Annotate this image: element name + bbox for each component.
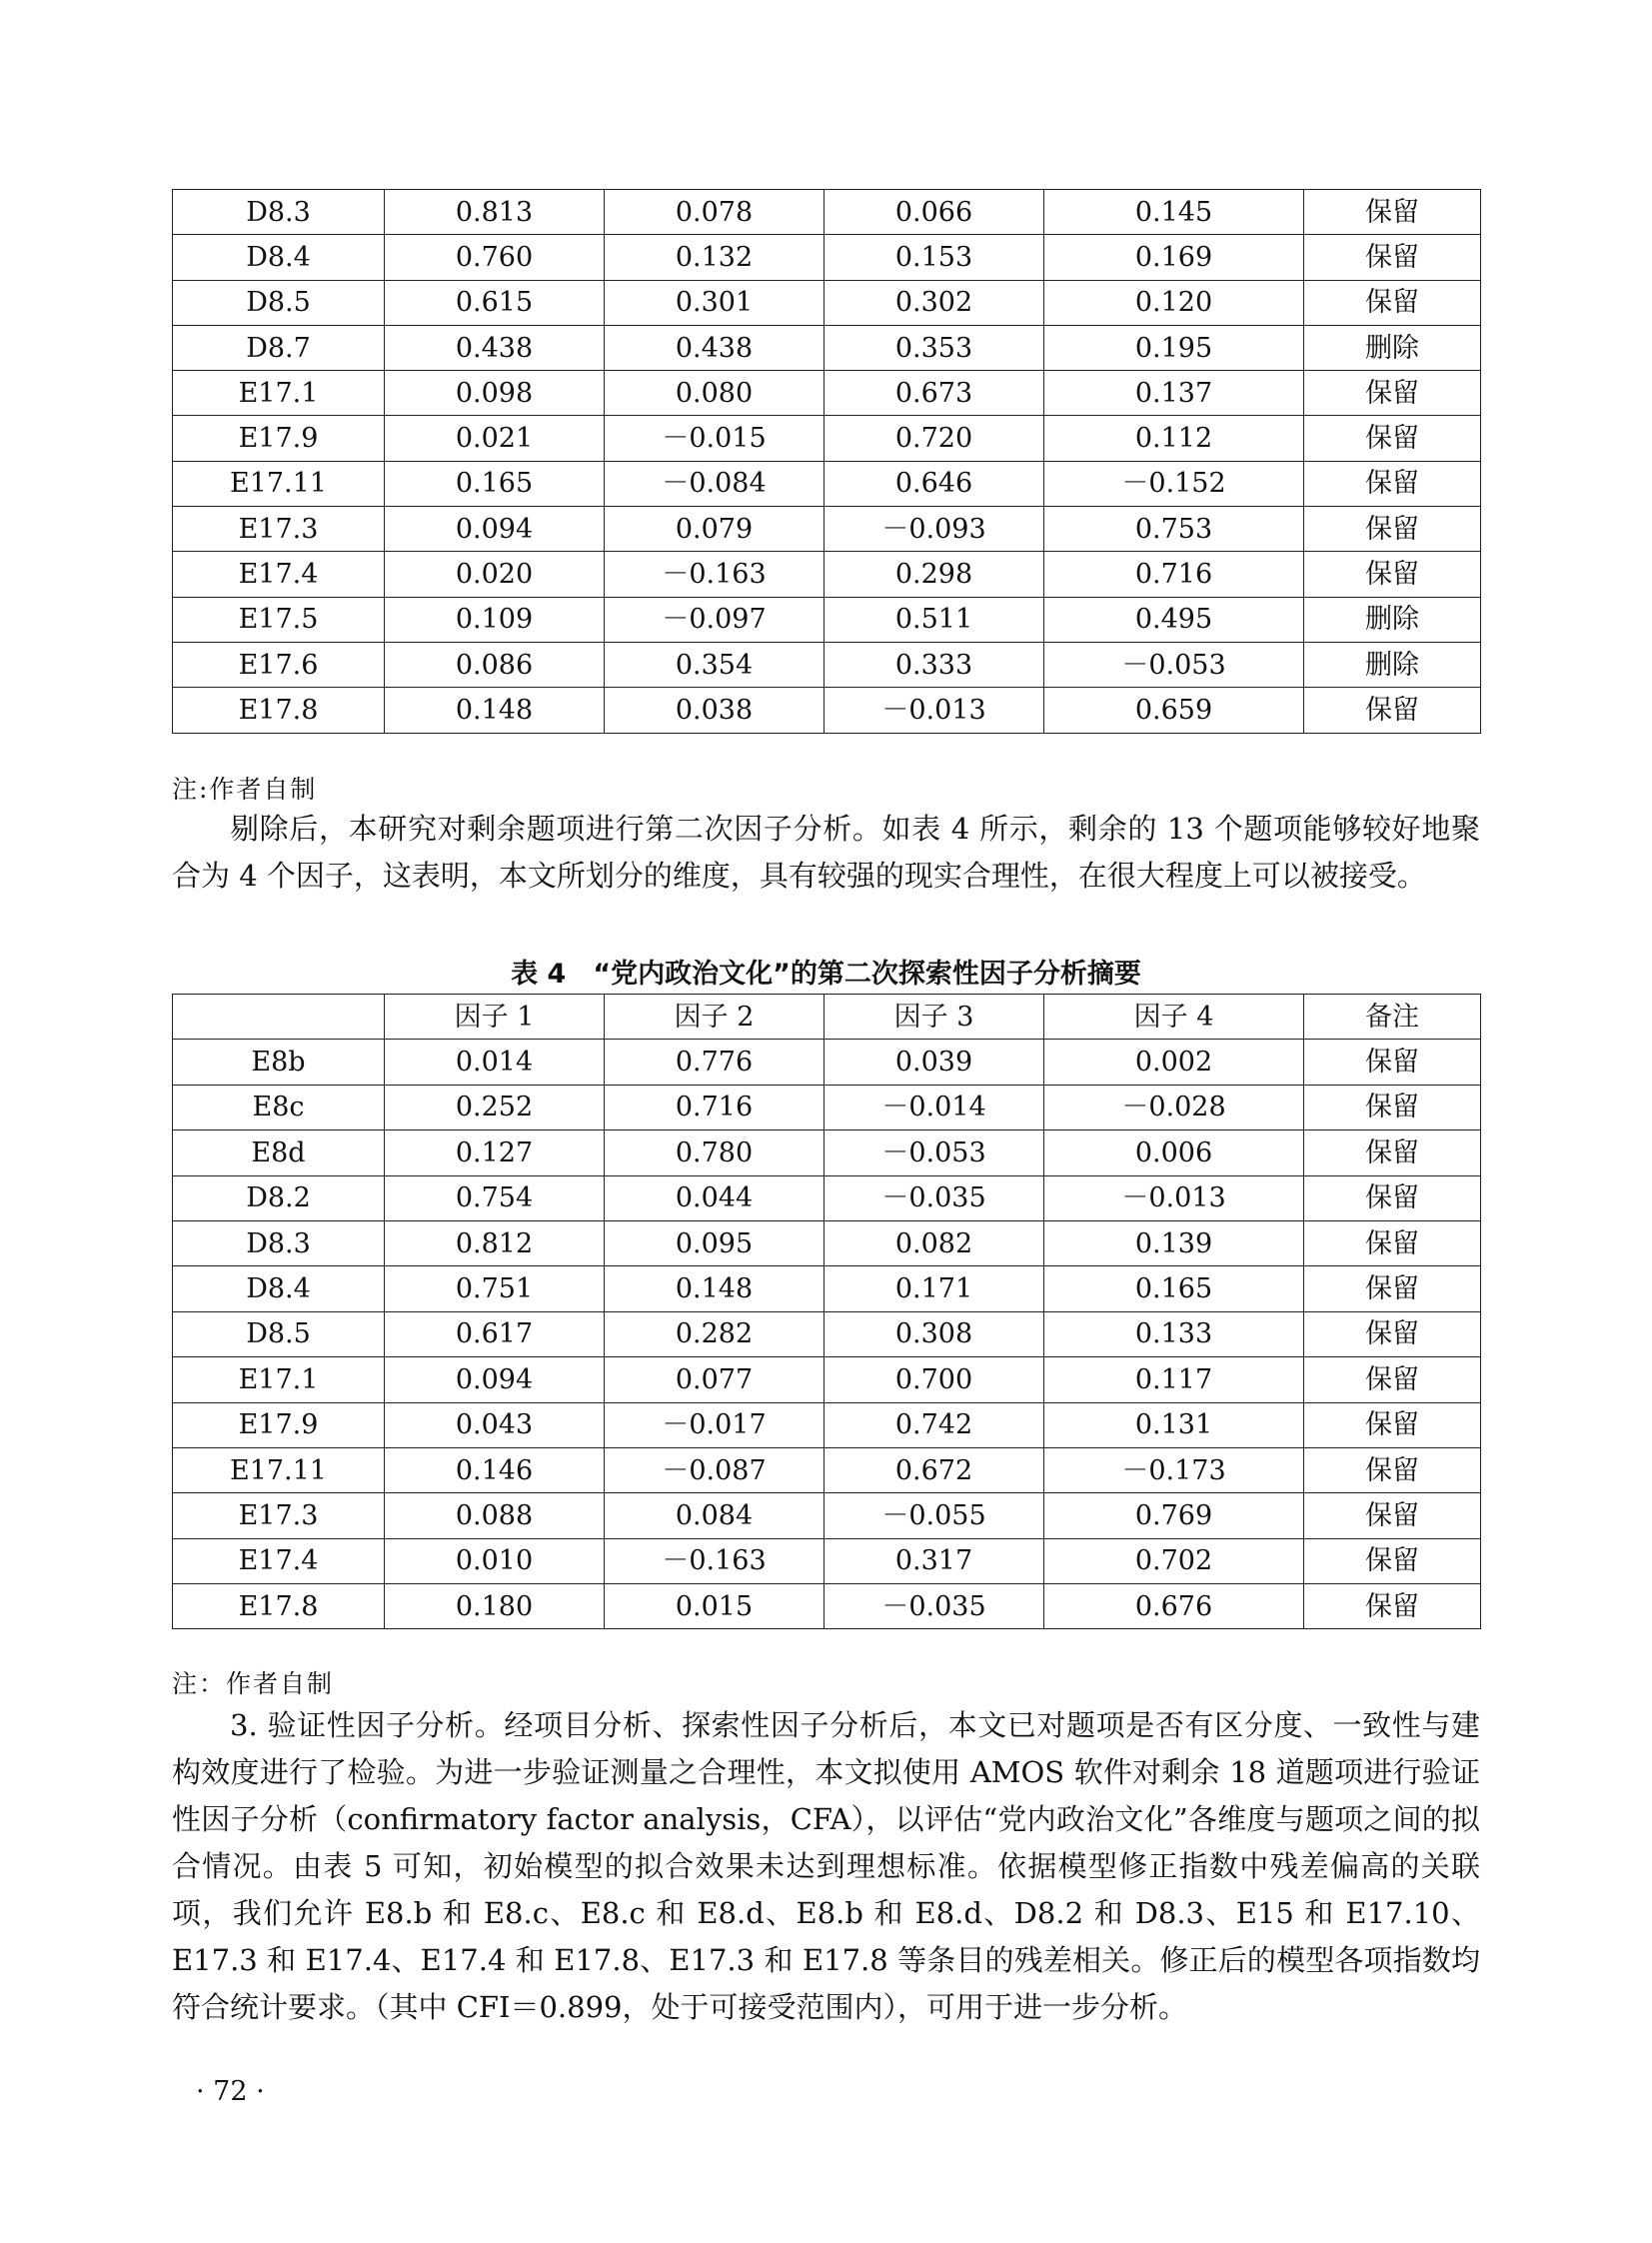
table-row <box>173 1357 1481 1402</box>
item-label-cell: D8.4 <box>173 235 385 280</box>
item-label-cell: E17.9 <box>173 416 385 461</box>
item-label-cell: D8.3 <box>173 190 385 235</box>
loading-cell: 0.812 <box>385 1220 605 1265</box>
loading-cell: 0.038 <box>605 688 825 733</box>
header-cell: 因子 1 <box>385 995 605 1040</box>
table-row <box>173 507 1481 552</box>
table-row <box>173 642 1481 687</box>
loading-cell: 0.495 <box>1044 597 1304 642</box>
table-row <box>173 190 1481 235</box>
loading-cell: －0.093 <box>825 507 1044 552</box>
table-row <box>173 1220 1481 1265</box>
loading-cell: 0.646 <box>825 461 1044 506</box>
factor-table-continued <box>172 189 1481 734</box>
loading-cell: 0.043 <box>385 1402 605 1447</box>
loading-cell: 0.020 <box>385 552 605 597</box>
loading-cell: 0.169 <box>1044 235 1304 280</box>
remark-cell: 删除 <box>1304 597 1481 642</box>
loading-cell: －0.028 <box>1044 1085 1304 1129</box>
remark-cell: 保留 <box>1304 1220 1481 1265</box>
table-row <box>173 371 1481 416</box>
loading-cell: －0.013 <box>825 688 1044 733</box>
loading-cell: －0.053 <box>1044 642 1304 687</box>
loading-cell: 0.080 <box>605 371 825 416</box>
table-row <box>173 552 1481 597</box>
item-label-cell: E17.3 <box>173 507 385 552</box>
loading-cell: 0.301 <box>605 280 825 325</box>
loading-cell: 0.282 <box>605 1311 825 1356</box>
body-paragraph: 剔除后，本研究对剩余题项进行第二次因子分析。如表 4 所示，剩余的 13 个题项能够较好地聚合为 4 个因子，这表明，本文所划分的维度，具有较强的现实合理性，在很大程度上可以被接受。 <box>172 812 1480 893</box>
loading-cell: －0.013 <box>1044 1175 1304 1220</box>
loading-cell: 0.308 <box>825 1311 1044 1356</box>
remark-cell: 保留 <box>1304 688 1481 733</box>
remark-cell: 保留 <box>1304 552 1481 597</box>
loading-cell: 0.302 <box>825 280 1044 325</box>
loading-cell: 0.078 <box>605 190 825 235</box>
table-row <box>173 1130 1481 1175</box>
loading-cell: 0.002 <box>1044 1040 1304 1085</box>
item-label-cell: E17.4 <box>173 552 385 597</box>
loading-cell: 0.084 <box>605 1493 825 1538</box>
item-label-cell: E17.3 <box>173 1493 385 1538</box>
loading-cell: 0.180 <box>385 1584 605 1629</box>
table-row <box>173 280 1481 325</box>
loading-cell: 0.094 <box>385 507 605 552</box>
loading-cell: 0.120 <box>1044 280 1304 325</box>
table-row <box>173 325 1481 370</box>
table-row <box>173 1447 1481 1492</box>
loading-cell: 0.716 <box>1044 552 1304 597</box>
remark-cell: 保留 <box>1304 1040 1481 1085</box>
loading-cell: 0.165 <box>1044 1266 1304 1311</box>
loading-cell: 0.010 <box>385 1538 605 1583</box>
loading-cell: 0.095 <box>605 1220 825 1265</box>
table-row <box>173 461 1481 506</box>
remark-cell: 删除 <box>1304 642 1481 687</box>
loading-cell: 0.438 <box>385 325 605 370</box>
loading-cell: －0.163 <box>605 1538 825 1583</box>
loading-cell: 0.333 <box>825 642 1044 687</box>
table-note: 注：作者自制 <box>172 1669 335 1698</box>
table-header-row <box>173 995 1481 1040</box>
loading-cell: 0.760 <box>385 235 605 280</box>
table-row <box>173 1040 1481 1085</box>
loading-cell: 0.353 <box>825 325 1044 370</box>
table-row <box>173 688 1481 733</box>
header-cell: 因子 2 <box>605 995 825 1040</box>
remark-cell: 保留 <box>1304 235 1481 280</box>
remark-cell: 保留 <box>1304 1175 1481 1220</box>
loading-cell: 0.751 <box>385 1266 605 1311</box>
table-row <box>173 1085 1481 1129</box>
loading-cell: 0.132 <box>605 235 825 280</box>
loading-cell: －0.097 <box>605 597 825 642</box>
loading-cell: 0.769 <box>1044 1493 1304 1538</box>
loading-cell: 0.088 <box>385 1493 605 1538</box>
loading-cell: 0.252 <box>385 1085 605 1129</box>
loading-cell: 0.742 <box>825 1402 1044 1447</box>
item-label-cell: D8.4 <box>173 1266 385 1311</box>
loading-cell: －0.035 <box>825 1175 1044 1220</box>
loading-cell: 0.700 <box>825 1357 1044 1402</box>
loading-cell: 0.145 <box>1044 190 1304 235</box>
loading-cell: －0.014 <box>825 1085 1044 1129</box>
loading-cell: －0.053 <box>825 1130 1044 1175</box>
item-label-cell: E8c <box>173 1085 385 1129</box>
loading-cell: －0.055 <box>825 1493 1044 1538</box>
loading-cell: 0.021 <box>385 416 605 461</box>
table-row <box>173 1493 1481 1538</box>
item-label-cell: D8.7 <box>173 325 385 370</box>
loading-cell: 0.146 <box>385 1447 605 1492</box>
remark-cell: 保留 <box>1304 1130 1481 1175</box>
loading-cell: 0.133 <box>1044 1311 1304 1356</box>
loading-cell: －0.015 <box>605 416 825 461</box>
remark-cell: 保留 <box>1304 190 1481 235</box>
remark-cell: 删除 <box>1304 325 1481 370</box>
remark-cell: 保留 <box>1304 507 1481 552</box>
item-label-cell: E17.11 <box>173 1447 385 1492</box>
factor-table-continued-body <box>173 190 1481 734</box>
header-cell: 因子 3 <box>825 995 1044 1040</box>
loading-cell: 0.086 <box>385 642 605 687</box>
remark-cell: 保留 <box>1304 1402 1481 1447</box>
loading-cell: 0.094 <box>385 1357 605 1402</box>
item-label-cell: E17.1 <box>173 371 385 416</box>
loading-cell: 0.354 <box>605 642 825 687</box>
loading-cell: 0.044 <box>605 1175 825 1220</box>
loading-cell: 0.148 <box>385 688 605 733</box>
loading-cell: 0.014 <box>385 1040 605 1085</box>
item-label-cell: E8d <box>173 1130 385 1175</box>
loading-cell: 0.127 <box>385 1130 605 1175</box>
table-row <box>173 1175 1481 1220</box>
loading-cell: 0.139 <box>1044 1220 1304 1265</box>
loading-cell: 0.702 <box>1044 1538 1304 1583</box>
loading-cell: －0.173 <box>1044 1447 1304 1492</box>
loading-cell: 0.776 <box>605 1040 825 1085</box>
remark-cell: 保留 <box>1304 280 1481 325</box>
loading-cell: 0.716 <box>605 1085 825 1129</box>
item-label-cell: E17.9 <box>173 1402 385 1447</box>
loading-cell: －0.084 <box>605 461 825 506</box>
remark-cell: 保留 <box>1304 1311 1481 1356</box>
item-label-cell: D8.5 <box>173 280 385 325</box>
loading-cell: 0.171 <box>825 1266 1044 1311</box>
loading-cell: 0.659 <box>1044 688 1304 733</box>
factor-table-4-body <box>173 1040 1481 1629</box>
loading-cell: 0.109 <box>385 597 605 642</box>
loading-cell: 0.079 <box>605 507 825 552</box>
loading-cell: 0.082 <box>825 1220 1044 1265</box>
remark-cell: 保留 <box>1304 461 1481 506</box>
loading-cell: 0.720 <box>825 416 1044 461</box>
loading-cell: 0.813 <box>385 190 605 235</box>
loading-cell: 0.165 <box>385 461 605 506</box>
remark-cell: 保留 <box>1304 1493 1481 1538</box>
loading-cell: 0.098 <box>385 371 605 416</box>
item-label-cell: E17.5 <box>173 597 385 642</box>
loading-cell: 0.195 <box>1044 325 1304 370</box>
loading-cell: 0.673 <box>825 371 1044 416</box>
header-cell <box>173 995 385 1040</box>
loading-cell: 0.039 <box>825 1040 1044 1085</box>
remark-cell: 保留 <box>1304 1085 1481 1129</box>
loading-cell: 0.112 <box>1044 416 1304 461</box>
loading-cell: 0.015 <box>605 1584 825 1629</box>
loading-cell: 0.153 <box>825 235 1044 280</box>
item-label-cell: E17.6 <box>173 642 385 687</box>
item-label-cell: E17.8 <box>173 688 385 733</box>
loading-cell: 0.066 <box>825 190 1044 235</box>
loading-cell: 0.754 <box>385 1175 605 1220</box>
table-row <box>173 1584 1481 1629</box>
item-label-cell: E17.8 <box>173 1584 385 1629</box>
page-number: · 72 · <box>196 2076 265 2107</box>
loading-cell: 0.780 <box>605 1130 825 1175</box>
loading-cell: 0.117 <box>1044 1357 1304 1402</box>
item-label-cell: D8.5 <box>173 1311 385 1356</box>
item-label-cell: E8b <box>173 1040 385 1085</box>
remark-cell: 保留 <box>1304 416 1481 461</box>
table-row <box>173 1402 1481 1447</box>
item-label-cell: E17.4 <box>173 1538 385 1583</box>
factor-table-4 <box>172 994 1481 1629</box>
loading-cell: 0.298 <box>825 552 1044 597</box>
loading-cell: 0.615 <box>385 280 605 325</box>
loading-cell: －0.017 <box>605 1402 825 1447</box>
remark-cell: 保留 <box>1304 1447 1481 1492</box>
loading-cell: －0.152 <box>1044 461 1304 506</box>
loading-cell: 0.676 <box>1044 1584 1304 1629</box>
item-label-cell: D8.3 <box>173 1220 385 1265</box>
item-label-cell: D8.2 <box>173 1175 385 1220</box>
loading-cell: 0.317 <box>825 1538 1044 1583</box>
loading-cell: －0.163 <box>605 552 825 597</box>
loading-cell: 0.131 <box>1044 1402 1304 1447</box>
table-row <box>173 1311 1481 1356</box>
header-cell: 备注 <box>1304 995 1481 1040</box>
table-row <box>173 1538 1481 1583</box>
item-label-cell: E17.11 <box>173 461 385 506</box>
loading-cell: 0.137 <box>1044 371 1304 416</box>
header-cell: 因子 4 <box>1044 995 1304 1040</box>
loading-cell: 0.511 <box>825 597 1044 642</box>
remark-cell: 保留 <box>1304 371 1481 416</box>
loading-cell: 0.438 <box>605 325 825 370</box>
loading-cell: 0.077 <box>605 1357 825 1402</box>
loading-cell: 0.617 <box>385 1311 605 1356</box>
remark-cell: 保留 <box>1304 1538 1481 1583</box>
table-row <box>173 235 1481 280</box>
loading-cell: －0.035 <box>825 1584 1044 1629</box>
remark-cell: 保留 <box>1304 1357 1481 1402</box>
remark-cell: 保留 <box>1304 1584 1481 1629</box>
remark-cell: 保留 <box>1304 1266 1481 1311</box>
loading-cell: 0.148 <box>605 1266 825 1311</box>
table-row <box>173 416 1481 461</box>
loading-cell: 0.753 <box>1044 507 1304 552</box>
loading-cell: －0.087 <box>605 1447 825 1492</box>
table-row <box>173 597 1481 642</box>
item-label-cell: E17.1 <box>173 1357 385 1402</box>
loading-cell: 0.006 <box>1044 1130 1304 1175</box>
loading-cell: 0.672 <box>825 1447 1044 1492</box>
table-caption: 表 4 “党内政治文化”的第二次探索性因子分析摘要 <box>511 959 1141 990</box>
table-row <box>173 1266 1481 1311</box>
table-note: 注:作者自制 <box>172 775 318 804</box>
body-paragraph: 3. 验证性因子分析。经项目分析、探索性因子分析后，本文已对题项是否有区分度、一致性与建构效度进行了检验。为进一步验证测量之合理性，本文拟使用 AMOS 软件对剩余 18 道题项进行验证性因子分析（confirmatory factor analysis，CFA），以评估“党内政治文化”各维度与题项之间的拟合情况。由表 5 可知，初始模型的拟合效果未达到理想标准。依据模型修正指数中残差偏高的关联项，我们允许 E8.b 和 E8.c、E8.c 和 E8.d、E8.b 和 E8.d、D8.2 和 D8.3、E15 和 E17.10、E17.3 和 E17.4、E17.4 和 E17.8、E17.3 和 E17.8 等条目的残差相关。修正后的模型各项指数均符合统计要求。（其中 CFI＝0.899，处于可接受范围内），可用于进一步分析。 <box>172 1708 1480 2024</box>
